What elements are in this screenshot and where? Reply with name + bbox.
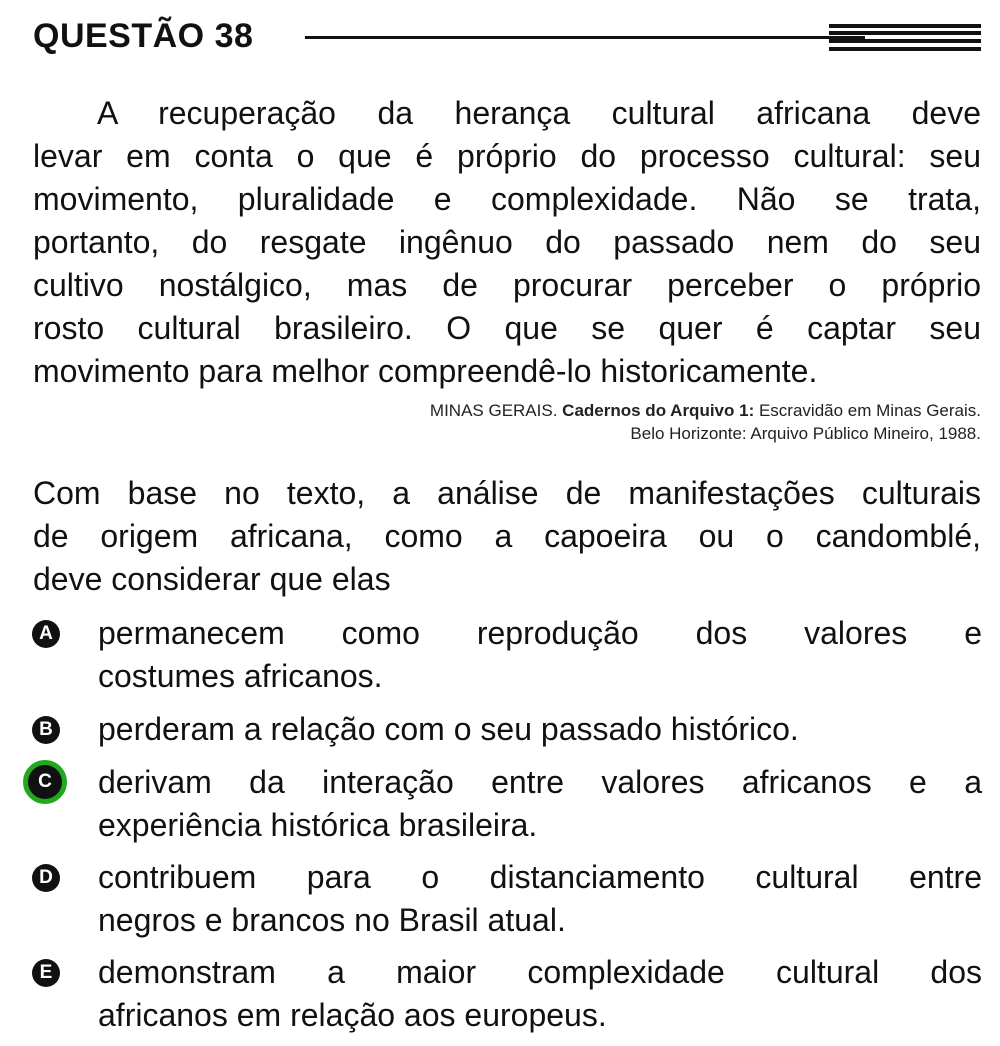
option-line: contribuem para o distanciamento cultural entre <box>98 859 982 895</box>
header-rule-bar <box>829 24 981 28</box>
option-line: perderam a relação com o seu passado histórico. <box>98 711 799 747</box>
passage-line: A recuperação da herança cultural africana deve <box>97 95 981 131</box>
source-author: MINAS GERAIS. <box>429 401 558 420</box>
question-stem <box>33 472 981 601</box>
source-citation <box>181 399 981 445</box>
option-line: demonstram a maior complexidade cultural dos <box>98 954 982 990</box>
header-rule-stack <box>829 20 981 54</box>
option-line: derivam da interação entre valores africanos e a <box>98 764 982 800</box>
option-text <box>98 612 982 698</box>
source-publication: Belo Horizonte: Arquivo Público Mineiro, 1988. <box>630 424 981 443</box>
header-rule-bar <box>829 39 981 43</box>
option-line: permanecem como reprodução dos valores e <box>98 615 982 651</box>
option-letter-badge[interactable]: A <box>32 620 60 648</box>
passage-line: levar em conta o que é próprio do processo cultural: seu <box>33 138 981 174</box>
option-line: negros e brancos no Brasil atual. <box>98 902 566 938</box>
source-work: Cadernos do Arquivo 1: <box>562 401 755 420</box>
option-letter-badge[interactable]: E <box>32 959 60 987</box>
stem-line: Com base no texto, a análise de manifestações culturais <box>33 475 981 511</box>
option-text <box>98 951 982 1037</box>
option-line: africanos em relação aos europeus. <box>98 997 607 1033</box>
option-line: experiência histórica brasileira. <box>98 807 538 843</box>
option-text <box>98 761 982 847</box>
stem-line: de origem africana, como a capoeira ou o candomblé, <box>33 518 981 554</box>
passage-line: rosto cultural brasileiro. O que se quer é captar seu <box>33 310 981 346</box>
passage-line: cultivo nostálgico, mas de procurar perceber o próprio <box>33 267 981 303</box>
passage-line: movimento para melhor compreendê-lo historicamente. <box>33 353 818 389</box>
question-title: QUESTÃO 38 <box>33 17 254 55</box>
header-rule-bar <box>829 47 981 51</box>
option-letter-badge[interactable]: D <box>32 864 60 892</box>
option-letter-badge[interactable]: B <box>32 716 60 744</box>
option-text <box>98 856 982 942</box>
passage-line: movimento, pluralidade e complexidade. Não se trata, <box>33 181 981 217</box>
option-letter-badge-selected[interactable]: C <box>23 760 67 804</box>
option-line: costumes africanos. <box>98 658 383 694</box>
passage-line: portanto, do resgate ingênuo do passado nem do seu <box>33 224 981 260</box>
source-line <box>181 399 981 422</box>
stem-line: deve considerar que elas <box>33 561 391 597</box>
source-subtitle: Escravidão em Minas Gerais. <box>758 401 981 420</box>
header-rule <box>305 36 865 39</box>
option-text <box>98 708 982 751</box>
header-rule-bar <box>829 31 981 35</box>
passage-text <box>33 92 981 393</box>
question-header <box>33 14 983 62</box>
